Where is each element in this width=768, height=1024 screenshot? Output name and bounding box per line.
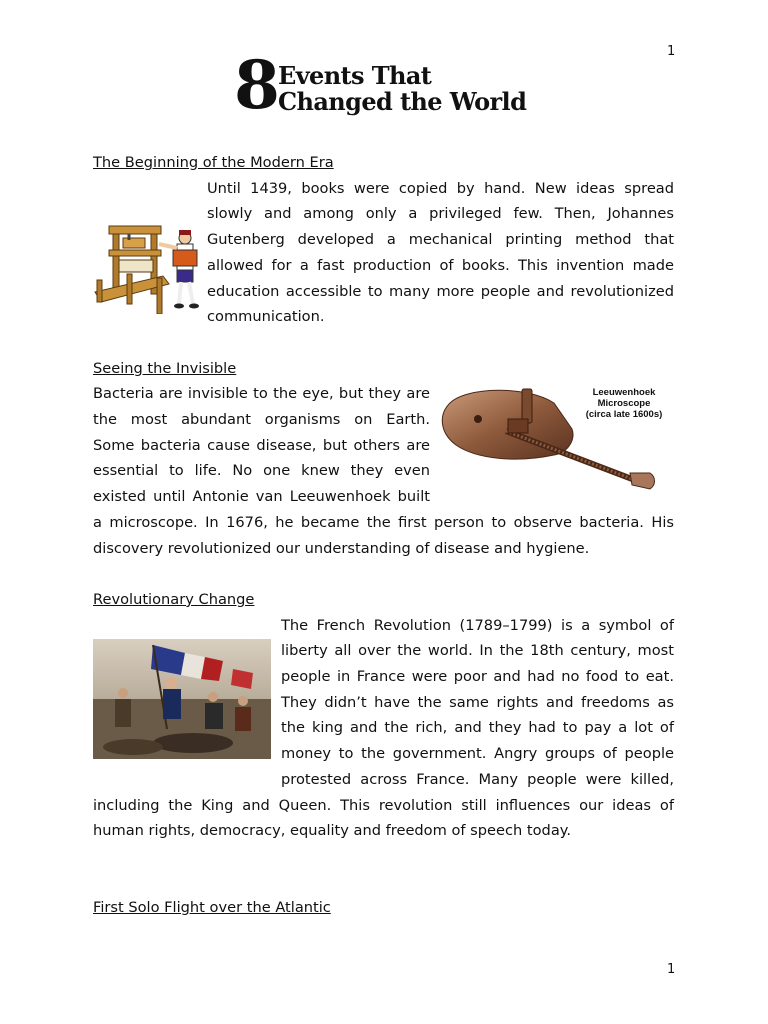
- document-title: [234, 46, 544, 124]
- section-seeing-invisible: [93, 356, 674, 562]
- section-body: Until 1439, books were copied by hand. New ideas spread slowly and among only a privileged few. Then, Johannes Gutenberg developed a mechanical printing method that allowed for a fast production of books. This invention made education accessible to many more people and revolutionized communication.: [207, 179, 674, 326]
- title-line-1: Events That: [278, 61, 432, 90]
- french-revolution-painting: [93, 639, 271, 769]
- microscope-caption-line-1: Leeuwenhoek: [592, 387, 656, 399]
- section-revolutionary-change: [93, 587, 674, 844]
- title-line-2: Changed the World: [278, 87, 527, 116]
- section-heading: Seeing the Invisible: [93, 359, 237, 377]
- section-body-wrap: [93, 613, 674, 844]
- leeuwenhoek-microscope-photo: [436, 381, 674, 509]
- printing-press-illustration: [93, 180, 207, 314]
- section-body: Bacteria are invisible to the eye, but they are the most abundant organisms on Earth. Some bacteria cause disease, but others are essential to life. No one knew they even existed until Antonie van Leeuwenhoek built a microscope. In 1676, he became the first person to observe bacteria. His discovery revolutionized our understanding of disease and hygiene.: [93, 385, 674, 557]
- document-body: [93, 150, 674, 946]
- title-number: 8: [234, 46, 278, 124]
- section-heading: First Solo Flight over the Atlantic: [93, 898, 331, 916]
- page-number-top: 1: [667, 44, 676, 59]
- page-number-bottom: 1: [667, 962, 676, 977]
- microscope-caption-line-2: Microscope: [597, 398, 651, 410]
- section-modern-era: [93, 150, 674, 330]
- section-solo-flight: [93, 895, 674, 921]
- microscope-caption-line-3: (circa late 1600s): [585, 409, 663, 421]
- section-heading: The Beginning of the Modern Era: [93, 154, 334, 171]
- section-body: The French Revolution (1789–1799) is a symbol of liberty all over the world. In the 18th century, most people in France were poor and had no food to eat. They didn’t have the same rights and freedoms as the king and the rich, and they had to pay a lot of money to the government. Angry groups of people protested across France. Many people were killed, including the King and Queen. This revolution still influences our ideas of human rights, democracy, equality and freedom of speech today.: [93, 616, 674, 840]
- section-heading: Revolutionary Change: [93, 590, 255, 608]
